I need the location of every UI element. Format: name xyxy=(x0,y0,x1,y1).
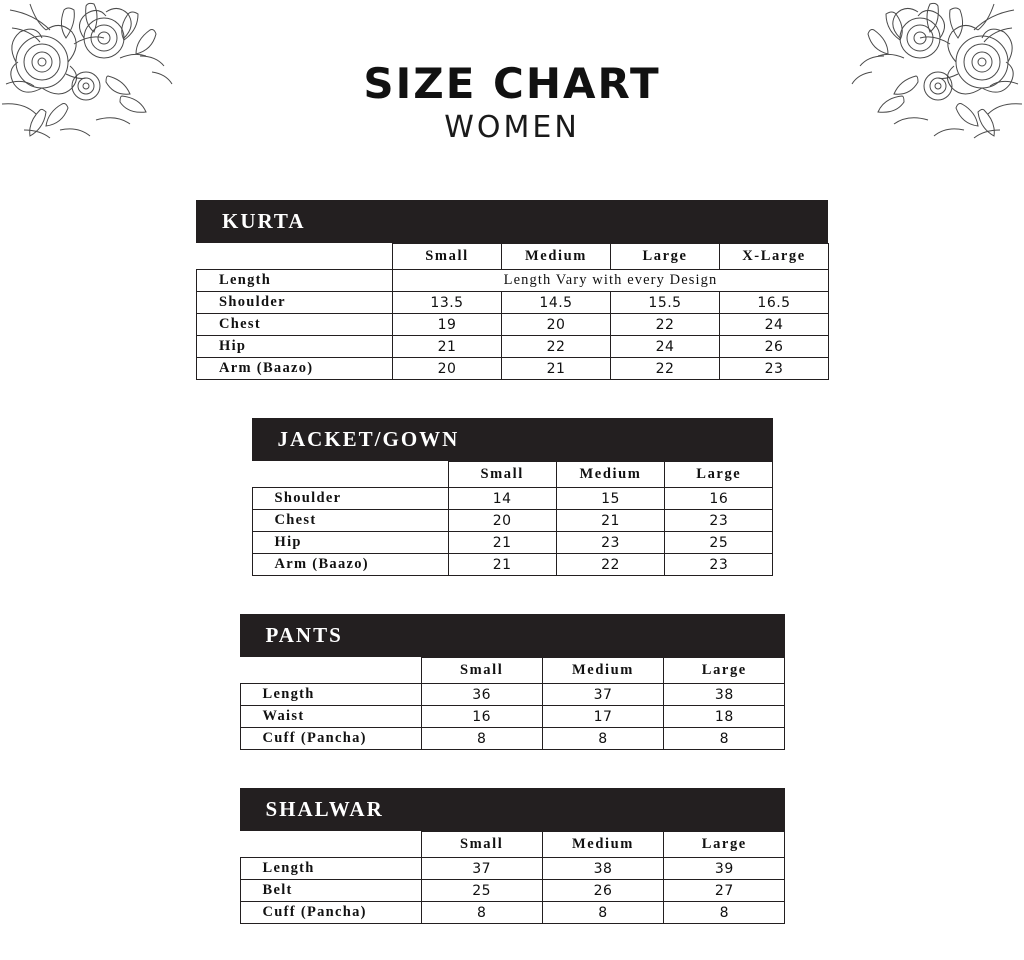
corner-blank-cell xyxy=(252,462,448,488)
row-label: Belt xyxy=(240,880,421,902)
measurement-cell: 22 xyxy=(556,554,664,576)
column-header: Large xyxy=(664,658,785,684)
table-row xyxy=(240,858,785,880)
table-row xyxy=(252,510,773,532)
table-row xyxy=(240,902,785,924)
measurement-cell: 8 xyxy=(664,728,785,750)
page-title: SIZE CHART xyxy=(363,59,661,108)
measurement-cell: 20 xyxy=(502,314,611,336)
measurement-cell: 15 xyxy=(556,488,664,510)
measurement-cell: 21 xyxy=(448,554,556,576)
table-row xyxy=(240,706,785,728)
measurement-cell: 22 xyxy=(502,336,611,358)
measurement-cell: 17 xyxy=(542,706,663,728)
row-label: Arm (Baazo) xyxy=(197,358,393,380)
measurement-cell: 37 xyxy=(542,684,663,706)
column-header: Medium xyxy=(556,462,664,488)
table-block-kurta xyxy=(196,200,828,380)
row-label: Length xyxy=(197,270,393,292)
measurement-cell: 16 xyxy=(421,706,542,728)
table-row xyxy=(197,358,829,380)
measurement-cell: 25 xyxy=(421,880,542,902)
table-row xyxy=(240,684,785,706)
size-table-shalwar xyxy=(240,831,786,924)
row-label: Shoulder xyxy=(252,488,448,510)
measurement-cell: 23 xyxy=(665,554,773,576)
table-row xyxy=(252,488,773,510)
column-header: Large xyxy=(664,832,785,858)
measurement-cell: 21 xyxy=(448,532,556,554)
table-title-kurta: KURTA xyxy=(196,200,828,243)
corner-blank-cell xyxy=(240,832,421,858)
measurement-cell: 26 xyxy=(542,880,663,902)
measurement-cell: 21 xyxy=(393,336,502,358)
measurement-cell: 14.5 xyxy=(502,292,611,314)
table-block-jacket-gown xyxy=(252,418,773,576)
size-tables xyxy=(0,200,1024,960)
row-span-note: Length Vary with every Design xyxy=(393,270,829,292)
measurement-cell: 38 xyxy=(664,684,785,706)
measurement-cell: 13.5 xyxy=(393,292,502,314)
table-row xyxy=(240,880,785,902)
measurement-cell: 15.5 xyxy=(611,292,720,314)
table-block-pants xyxy=(240,614,785,750)
measurement-cell: 16.5 xyxy=(720,292,829,314)
measurement-cell: 21 xyxy=(556,510,664,532)
measurement-cell: 23 xyxy=(556,532,664,554)
column-header: Large xyxy=(611,244,720,270)
table-header-row xyxy=(197,244,829,270)
measurement-cell: 27 xyxy=(664,880,785,902)
column-header: Small xyxy=(421,832,542,858)
table-block-shalwar xyxy=(240,788,785,924)
column-header: Small xyxy=(421,658,542,684)
measurement-cell: 18 xyxy=(664,706,785,728)
table-row xyxy=(197,336,829,358)
column-header: Large xyxy=(665,462,773,488)
page-header xyxy=(0,59,1024,146)
table-row xyxy=(240,728,785,750)
table-title-pants: PANTS xyxy=(240,614,785,657)
column-header: Small xyxy=(393,244,502,270)
page-subtitle: WOMEN xyxy=(444,110,580,146)
measurement-cell: 8 xyxy=(421,902,542,924)
row-label: Length xyxy=(240,858,421,880)
table-row xyxy=(197,314,829,336)
measurement-cell: 37 xyxy=(421,858,542,880)
measurement-cell: 21 xyxy=(502,358,611,380)
measurement-cell: 8 xyxy=(664,902,785,924)
row-label: Hip xyxy=(197,336,393,358)
table-header-row xyxy=(240,658,785,684)
table-row xyxy=(197,270,829,292)
measurement-cell: 20 xyxy=(448,510,556,532)
row-label: Shoulder xyxy=(197,292,393,314)
measurement-cell: 25 xyxy=(665,532,773,554)
column-header: Medium xyxy=(542,832,663,858)
measurement-cell: 38 xyxy=(542,858,663,880)
size-table-jacket-gown xyxy=(252,461,774,576)
table-title-shalwar: SHALWAR xyxy=(240,788,785,831)
row-label: Cuff (Pancha) xyxy=(240,902,421,924)
measurement-cell: 39 xyxy=(664,858,785,880)
column-header: X-Large xyxy=(720,244,829,270)
column-header: Small xyxy=(448,462,556,488)
corner-blank-cell xyxy=(240,658,421,684)
measurement-cell: 22 xyxy=(611,358,720,380)
row-label: Length xyxy=(240,684,421,706)
table-row xyxy=(252,554,773,576)
table-title-jacket-gown: JACKET/GOWN xyxy=(252,418,773,461)
measurement-cell: 8 xyxy=(542,902,663,924)
measurement-cell: 23 xyxy=(720,358,829,380)
size-table-pants xyxy=(240,657,786,750)
measurement-cell: 14 xyxy=(448,488,556,510)
measurement-cell: 26 xyxy=(720,336,829,358)
measurement-cell: 19 xyxy=(393,314,502,336)
row-label: Chest xyxy=(252,510,448,532)
row-label: Hip xyxy=(252,532,448,554)
table-row xyxy=(252,532,773,554)
row-label: Chest xyxy=(197,314,393,336)
table-header-row xyxy=(252,462,773,488)
measurement-cell: 16 xyxy=(665,488,773,510)
row-label: Waist xyxy=(240,706,421,728)
table-header-row xyxy=(240,832,785,858)
measurement-cell: 24 xyxy=(611,336,720,358)
measurement-cell: 22 xyxy=(611,314,720,336)
table-row xyxy=(197,292,829,314)
size-table-kurta xyxy=(196,243,829,380)
corner-blank-cell xyxy=(197,244,393,270)
measurement-cell: 36 xyxy=(421,684,542,706)
measurement-cell: 8 xyxy=(542,728,663,750)
measurement-cell: 24 xyxy=(720,314,829,336)
measurement-cell: 20 xyxy=(393,358,502,380)
measurement-cell: 23 xyxy=(665,510,773,532)
row-label: Arm (Baazo) xyxy=(252,554,448,576)
column-header: Medium xyxy=(542,658,663,684)
column-header: Medium xyxy=(502,244,611,270)
row-label: Cuff (Pancha) xyxy=(240,728,421,750)
measurement-cell: 8 xyxy=(421,728,542,750)
